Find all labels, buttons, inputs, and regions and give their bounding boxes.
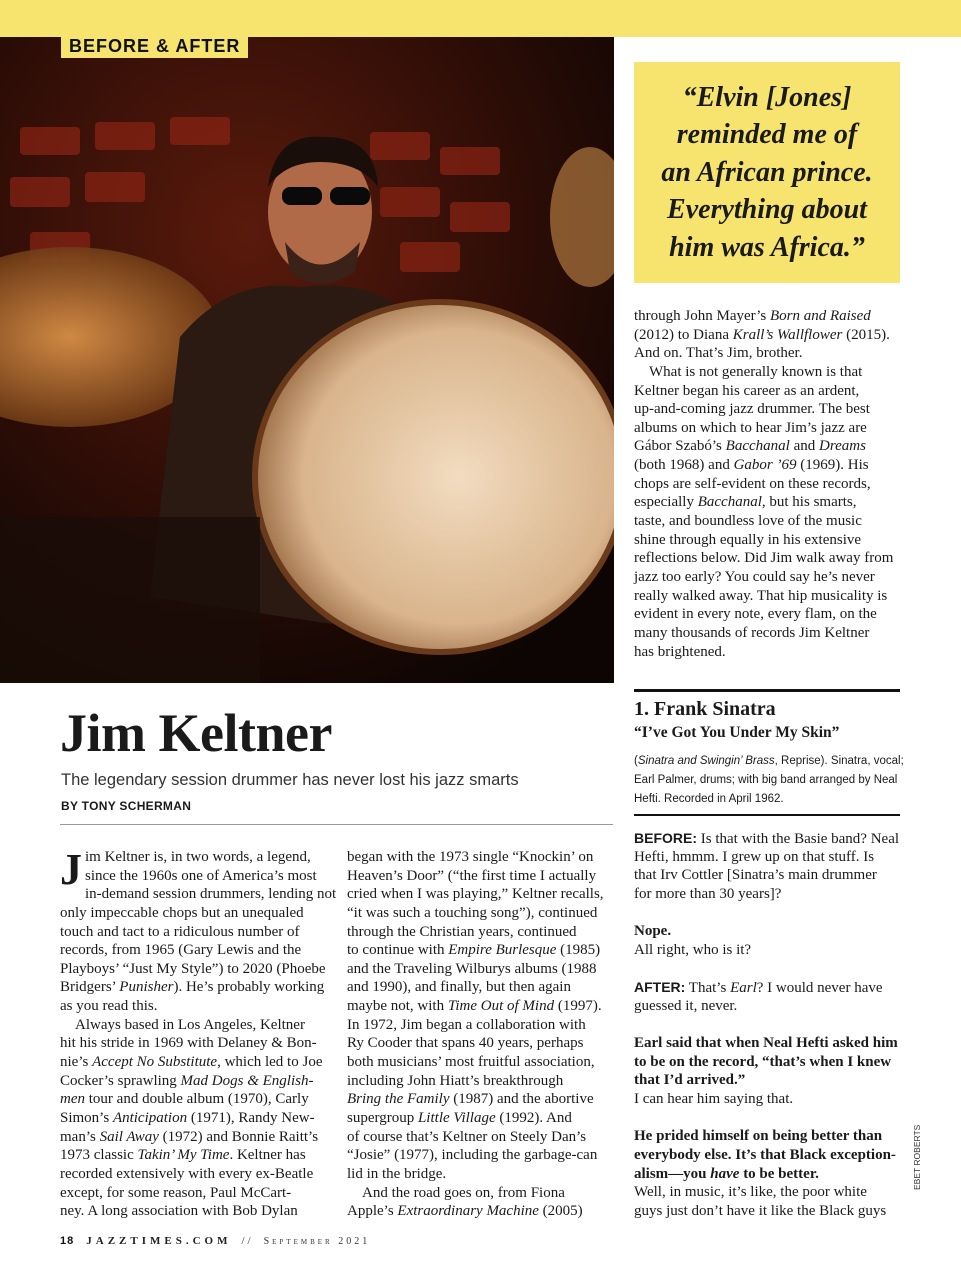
text-run: Little Village [417,1109,496,1126]
text-run: of course that’s Keltner on Steely Dan’s [347,1128,587,1145]
pull-quote [634,62,900,283]
text-run: That’s [685,980,731,997]
text-run: Well, in music, it’s like, the poor white [634,1184,867,1201]
pull-quote-line: Everything about [667,194,867,226]
text-line [634,512,904,531]
text-run: Simon’s [60,1109,113,1126]
text-run: men [60,1091,85,1108]
text-line [60,978,332,997]
text-line [347,1109,615,1128]
text-line [60,1053,332,1072]
interview-line [634,866,914,885]
text-line [347,848,615,867]
text-run: Empire Burlesque [448,942,557,959]
text-line [347,997,615,1016]
text-run: , which led to Joe [217,1054,323,1071]
text-line [347,1184,615,1203]
text-run: Always based in Los Angeles, Keltner [75,1016,305,1033]
interview-line [634,1090,914,1109]
text-run: Keltner began his career as an ardent, [634,382,860,399]
text-run: and the Traveling Wilburys albums (1988 [347,960,597,977]
text-run: both musicians’ most fruitful association, [347,1054,595,1071]
text-line [60,1034,332,1053]
text-run: Cocker’s sprawling [60,1072,181,1089]
interview-line [634,1146,914,1165]
section-tag: BEFORE & AFTER [61,35,248,58]
text-line [634,549,904,568]
text-line [60,1090,332,1109]
text-line [634,307,904,326]
text-run: nie’s [60,1054,93,1071]
text-line [347,1128,615,1147]
text-run: im Keltner is, in two words, a legend, [85,849,311,865]
drummer-photo [0,37,614,683]
text-run: AFTER: [634,979,686,996]
interview-line [634,829,914,848]
text-run: recorded extensively with every ex-Beatle [60,1165,314,1182]
interview-line [634,1202,914,1221]
text-run: hit his stride in 1969 with Delaney & Bon- [60,1035,317,1052]
section-rule [634,689,900,692]
text-line [60,1072,332,1091]
article-dek: The legendary session drummer has never lost his jazz smarts [61,771,519,789]
text-run: records, from 1965 (Gary Lewis and the [60,942,302,959]
text-run: Time Out of Mind [447,998,555,1015]
text-run: Accept No Substitute [92,1054,218,1071]
pull-quote-line: an African prince. [661,156,873,188]
text-run: Heaven’s Door” (“the first time I actually [347,867,597,884]
text-run: Is that with the Basie band? Neal [697,831,900,847]
text-run: Sinatra and Swingin’ Brass [637,755,775,767]
text-run: Bridgers’ [60,979,120,996]
body-column-2 [347,848,615,1221]
text-run: to be on the record, “that’s when I knew [634,1053,892,1070]
text-run: ). He’s probably working [173,979,325,996]
text-run: . Keltner has [229,1147,306,1164]
text-run: (1985) [556,942,601,959]
text-line [60,867,332,886]
text-line [60,997,332,1016]
text-run: “it was such a touching song”), continued [347,904,598,921]
interview-line [634,885,914,904]
text-run: ? I would never have [756,980,883,997]
text-line [60,885,337,904]
text-line [634,456,904,475]
text-line [60,923,332,942]
interview-line [634,959,914,978]
credit-line [634,790,904,809]
pull-quote-line: reminded me of [676,119,858,151]
footer-date: September 2021 [263,1236,371,1247]
text-line [347,1146,615,1165]
text-run: and 1990), and finally, but then again [347,979,571,996]
text-run: Bring the Family [347,1091,450,1108]
text-line [60,941,332,960]
text-run: reflections below. Did Jim walk away from [634,550,894,567]
text-run: And on. That’s Jim, brother. [634,345,803,362]
text-run: Anticipation [112,1109,188,1126]
text-run: has brightened. [634,643,726,660]
text-run: (2015). [842,326,890,343]
text-run: (1997). [554,998,602,1015]
text-run: Extraordinary Machine [397,1203,539,1220]
track-song: “I’ve Got You Under My Skin” [634,724,840,741]
text-line [60,1184,332,1203]
text-run: only impeccable chops but an unequaled [60,904,304,921]
text-run: and [789,438,819,455]
body-column-1 [60,845,337,1221]
text-line [347,1053,615,1072]
text-line [634,344,904,363]
text-run: evident in every note, every flam, on the [634,606,877,623]
text-run: (1972) and Bonnie Raitt’s [158,1128,319,1145]
text-line [634,363,904,382]
text-line [60,848,332,867]
text-line [634,568,904,587]
text-run: Bacchanal [725,438,790,455]
text-line [634,493,904,512]
text-run: guys just don’t have it like the Black guys [634,1202,887,1219]
text-line [347,1034,615,1053]
text-run: everybody else. It’s that Black exception- [634,1146,896,1163]
text-run: Gábor Szabó’s [634,438,726,455]
text-run: shine through equally in his extensive [634,531,862,548]
text-line [634,382,904,401]
text-run: man’s [60,1128,100,1145]
body-column-3 [634,307,904,661]
text-run: ney. A long association with Bob Dylan [60,1203,298,1220]
text-line [634,587,904,606]
text-run: since the 1960s one of America’s most [85,867,317,884]
text-run: “Josie” (1977), including the garbage-can [347,1147,598,1164]
interview-line [634,1015,914,1034]
section-rule [634,814,900,816]
interview-text [634,829,914,1220]
interview-line [634,978,914,997]
interview-line [634,1109,914,1128]
interview-line [634,1053,914,1072]
text-run: chops are self-evident on these records, [634,475,871,492]
text-run: Takin’ My Time [137,1147,230,1164]
text-run: alism—you [634,1165,711,1182]
text-line [347,1165,615,1184]
interview-line [634,922,914,941]
text-run: (both 1968) and [634,457,734,474]
track-credits [634,752,904,809]
interview-line [634,848,914,867]
text-line [60,1146,332,1165]
footer-separator: // [241,1235,254,1247]
text-line [60,1202,332,1221]
text-line [634,475,904,494]
page-number: 18 [60,1235,75,1247]
text-line [347,1016,615,1035]
text-run: ( [634,755,638,767]
text-run: as you read this. [60,998,158,1015]
text-run: through John Mayer’s [634,308,770,324]
text-run: Earl said that when Neal Hefti asked him [634,1035,898,1052]
text-run: And the road goes on, from Fiona [362,1184,565,1201]
text-line [634,419,904,438]
text-line [347,1090,615,1109]
text-run: except, for some reason, Paul McCart- [60,1184,292,1201]
text-run: Playboys’ “Just My Style”) to 2020 (Phoebe [60,960,326,977]
text-run: especially [634,494,698,511]
text-run: (2012) to Diana [634,326,733,343]
text-line [347,1202,615,1221]
text-line [60,960,332,979]
text-run: (1992). And [495,1109,572,1126]
text-run: 1973 classic [60,1147,138,1164]
text-line [60,904,332,923]
text-run: lid in the bridge. [347,1165,447,1182]
text-line [347,904,615,923]
text-run: (1971), Randy New- [187,1109,315,1126]
text-line [634,400,904,419]
divider [60,824,613,825]
text-line [634,437,904,456]
track-title: 1. Frank Sinatra [634,698,776,720]
interview-line [634,941,914,960]
text-run: (1969). His [796,457,869,474]
text-line [347,978,615,997]
interview-line [634,1127,914,1146]
interview-line [634,1034,914,1053]
text-run: I can hear him saying that. [634,1090,794,1107]
interview-line [634,904,914,923]
text-run: touch and tact to a ridiculous number of [60,923,300,940]
text-line [347,1072,615,1091]
text-run: jazz too early? You could say he’s never [634,568,875,585]
text-line [60,1128,332,1147]
interview-line [634,1165,914,1184]
credit-line [634,771,904,790]
text-run: Gabor ’69 [733,457,797,474]
interview-line [634,1071,914,1090]
article-headline: Jim Keltner [60,703,332,763]
text-run: up-and-coming jazz drummer. The best [634,401,870,418]
text-run: Earl [730,980,757,997]
text-run: What is not generally known is that [649,363,863,380]
drop-cap: J [60,845,82,894]
text-run: to continue with [347,942,449,959]
text-line [347,867,615,886]
text-run: Bacchanal [697,494,762,511]
text-run: Hefti. Recorded in April 1962. [634,793,784,805]
interview-line [634,997,914,1016]
text-run: Ry Cooder that spans 40 years, perhaps [347,1035,584,1052]
text-line [634,326,904,345]
text-line [347,941,615,960]
text-line [347,885,615,904]
text-line [60,1165,332,1184]
text-run: Krall’s Wallflower [732,326,843,343]
text-run: Earl Palmer, drums; with big band arranged by Neal [634,774,898,786]
text-run: began with the 1973 single “Knockin’ on [347,849,594,865]
top-color-bar [0,0,961,37]
text-run: cried when I was playing,” Keltner recalls, [347,886,604,903]
text-run: supergroup [347,1109,418,1126]
text-run: many thousands of records Jim Keltner [634,624,870,641]
text-line [347,960,615,979]
text-run: Born and Raised [769,308,871,324]
photo-credit: EBET ROBERTS [912,1124,922,1190]
text-run: albums on which to hear Jim’s jazz are [634,419,867,436]
interview-line [634,1183,914,1202]
text-run: Punisher [119,979,174,996]
text-run: that Irv Cottler [Sinatra’s main drummer [634,867,877,884]
text-run: (1987) and the abortive [449,1091,594,1108]
text-run: to be better. [739,1165,819,1182]
text-run: , but his smarts, [761,494,857,511]
credit-line [634,752,904,771]
text-run: , Reprise). Sinatra, vocal; [774,755,904,767]
text-run: BEFORE: [634,830,697,846]
pull-quote-line: him was Africa.” [669,231,865,263]
text-run: in-demand session drummers, lending not [85,886,337,903]
text-run: Sail Away [99,1128,159,1145]
text-run: for more than 30 years]? [634,885,782,902]
text-run: Dreams [818,438,866,455]
text-run: Mad Dogs & English- [180,1072,314,1089]
text-run: Apple’s [347,1203,398,1220]
text-run: In 1972, Jim began a collaboration with [347,1016,586,1033]
text-line [634,605,904,624]
text-run: really walked away. That hip musicality is [634,587,888,604]
footer-site: JAZZTIMES.COM [86,1235,232,1247]
text-run: All right, who is it? [634,941,752,958]
text-line [634,643,904,662]
text-run: that I’d arrived.” [634,1072,746,1089]
text-run: guessed it, never. [634,997,738,1014]
text-run: tour and double album (1970), Carly [85,1091,309,1108]
text-run: Hefti, hmmm. I grew up on that stuff. Is [634,848,875,865]
text-run: including John Hiatt’s breakthrough [347,1072,564,1089]
text-run: through the Christian years, continued [347,923,577,940]
text-run: have [710,1165,740,1182]
pull-quote-line: “Elvin [Jones] [682,81,852,113]
text-line [60,1016,332,1035]
text-line [60,1109,332,1128]
page-footer [60,1235,370,1247]
text-line [634,531,904,550]
text-run: He prided himself on being better than [634,1128,883,1145]
text-run: (2005) [538,1203,583,1220]
text-line [634,624,904,643]
text-run: Nope. [634,923,672,940]
text-line [347,923,615,942]
text-run: taste, and boundless love of the music [634,513,862,530]
byline: BY TONY SCHERMAN [61,799,192,813]
text-run: maybe not, with [347,998,448,1015]
